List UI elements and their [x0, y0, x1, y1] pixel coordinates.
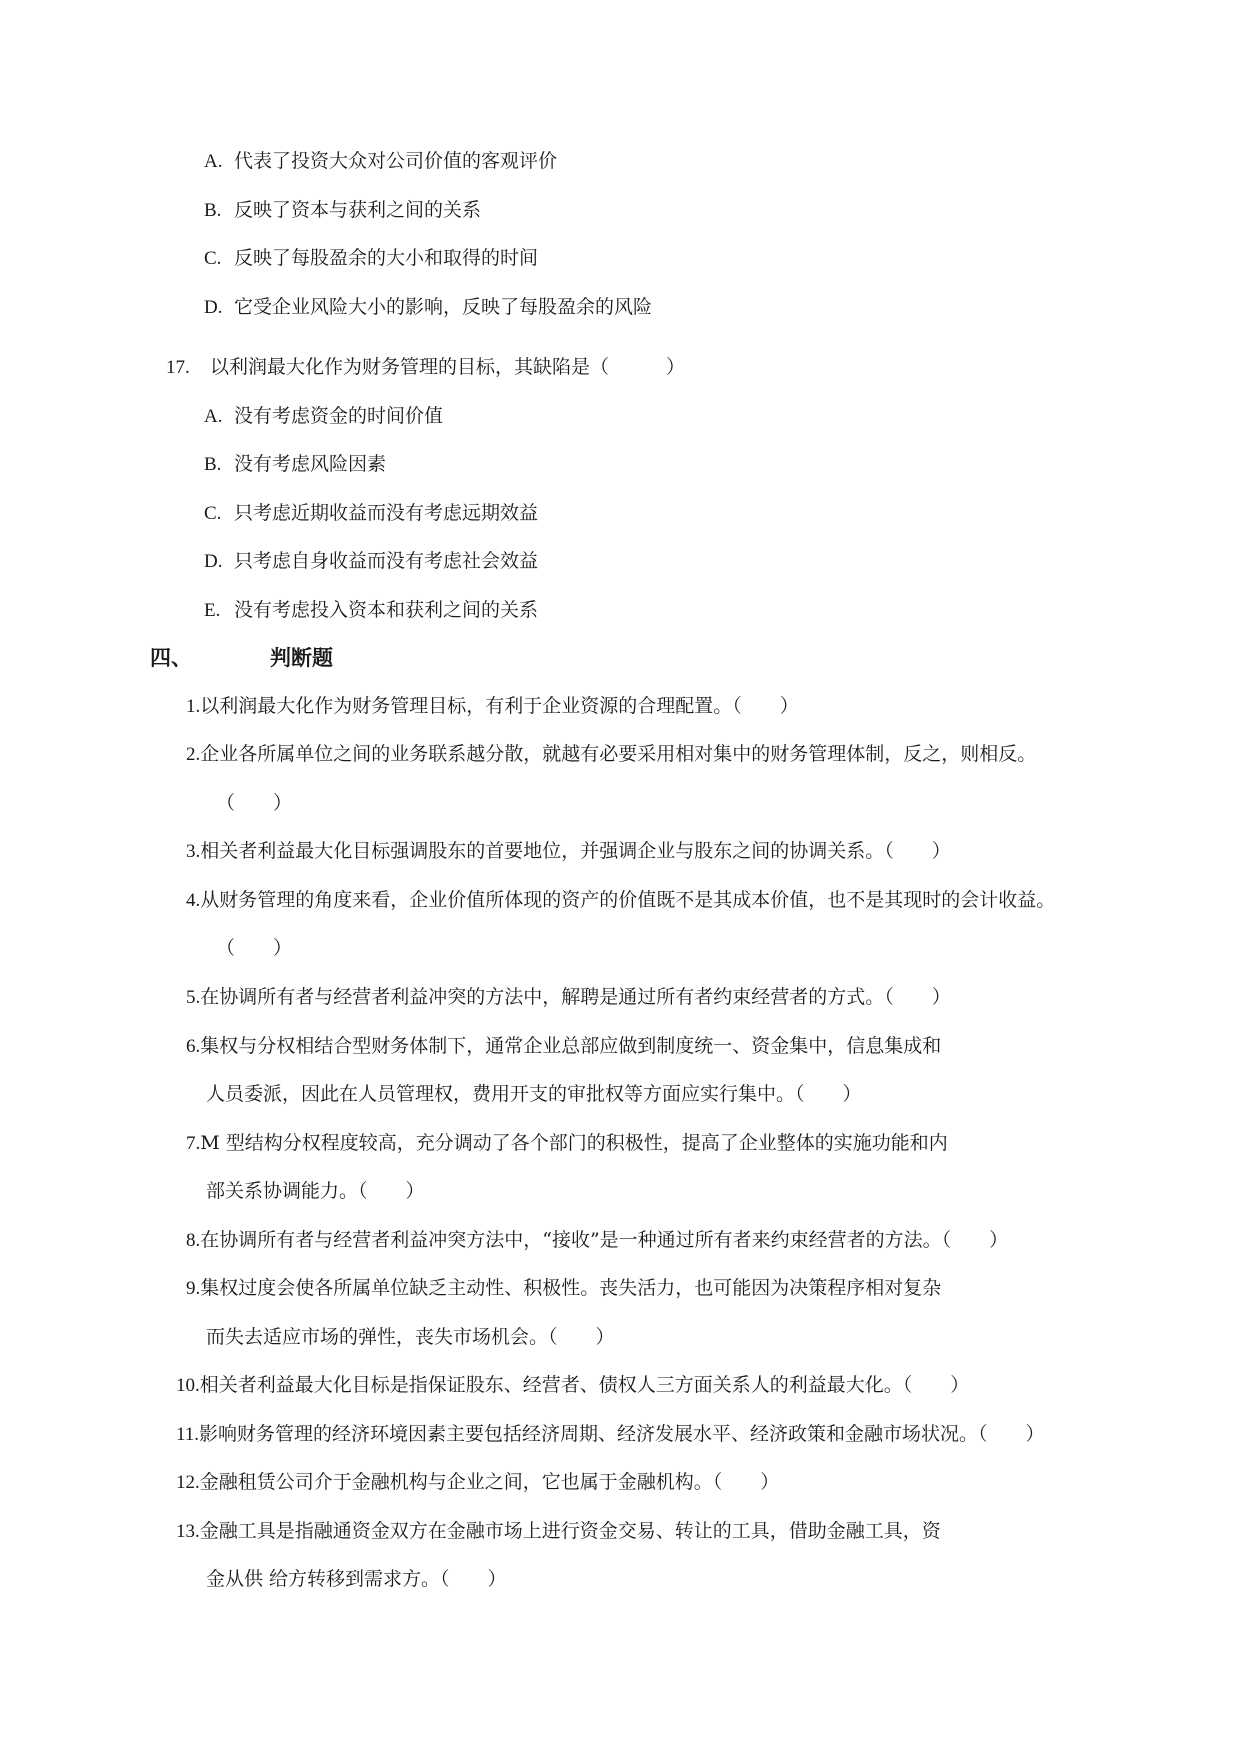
judgment-item-13-cont: [206, 1566, 507, 1592]
judgment-item-2: [186, 741, 1036, 768]
judgment-item-3: [186, 838, 951, 865]
item-text: （ ）: [216, 937, 293, 959]
question-number: 17.: [166, 357, 190, 378]
q17-option-c: [204, 500, 538, 527]
item-text: 企业各所属单位之间的业务联系越分散，就越有必要采用相对集中的财务管理体制，反之，则相反。: [200, 743, 1037, 765]
item-number: 9.: [186, 1278, 201, 1299]
item-number: 13.: [176, 1521, 200, 1542]
item-text: 影响财务管理的经济环境因素主要包括经济周期、经济发展水平、经济政策和金融市场状况。（ ）: [199, 1423, 1045, 1445]
option-text: 它受企业风险大小的影响，反映了每股盈余的风险: [234, 296, 653, 318]
item-number: 2.: [186, 744, 201, 765]
q17-option-a: [204, 403, 443, 430]
item-number: 4.: [186, 890, 201, 911]
option-letter: D.: [204, 297, 223, 318]
item-text: 集权过度会使各所属单位缺乏主动性、积极性。丧失活力，也可能因为决策程序相对复杂: [200, 1277, 942, 1299]
item-text: 在协调所有者与经营者利益冲突方法中，“接收”是一种通过所有者来约束经营者的方法。（ ）: [200, 1229, 1009, 1251]
q16-option-d: [204, 294, 652, 321]
item-text: 人员委派，因此在人员管理权，费用开支的审批权等方面应实行集中。（ ）: [206, 1083, 862, 1105]
q17-option-d: [204, 548, 538, 575]
item-text: 金融租赁公司介于金融机构与企业之间，它也属于金融机构。（ ）: [199, 1471, 780, 1493]
item-number: 11.: [176, 1424, 200, 1445]
item-text: 在协调所有者与经营者利益冲突的方法中，解聘是通过所有者约束经营者的方式。（ ）: [200, 986, 951, 1008]
section-number: 四、: [150, 646, 192, 670]
q17-option-b: [204, 451, 386, 478]
judgment-item-4-cont: [216, 935, 292, 961]
judgment-item-13: [176, 1518, 941, 1545]
item-number: 7.: [186, 1133, 201, 1154]
judgment-item-8: [186, 1227, 1008, 1254]
option-text: 只考虑自身收益而没有考虑社会效益: [234, 550, 539, 572]
item-text: 相关者利益最大化目标强调股东的首要地位，并强调企业与股东之间的协调关系。（ ）: [200, 840, 951, 862]
q17-option-e: [204, 597, 538, 624]
judgment-item-6-cont: [206, 1081, 862, 1107]
option-text: 代表了投资大众对公司价值的客观评价: [234, 150, 558, 172]
q16-option-a: [204, 148, 557, 175]
option-text: 没有考虑资金的时间价值: [234, 405, 444, 427]
option-letter: A.: [204, 406, 223, 427]
item-number: 1.: [186, 696, 201, 717]
item-number: 12.: [176, 1472, 200, 1493]
item-text: 部关系协调能力。（ ）: [206, 1180, 425, 1202]
item-text: 集权与分权相结合型财务体制下，通常企业总部应做到制度统一、资金集中，信息集成和: [200, 1035, 942, 1057]
judgment-item-6: [186, 1033, 941, 1060]
judgment-item-12: [176, 1469, 779, 1496]
judgment-item-7-cont: [206, 1178, 425, 1204]
question-text: 以利润最大化作为财务管理的目标，其缺陷是（ ）: [210, 356, 686, 378]
judgment-item-5: [186, 984, 951, 1011]
option-text: 只考虑近期收益而没有考虑远期效益: [234, 502, 539, 524]
judgment-item-7: [186, 1130, 948, 1157]
option-letter: B.: [204, 200, 222, 221]
judgment-item-10: [176, 1372, 969, 1399]
section-heading: [150, 644, 333, 672]
judgment-item-11: [176, 1421, 1045, 1448]
option-letter: B.: [204, 454, 222, 475]
option-text: 没有考虑风险因素: [234, 453, 387, 475]
option-letter: C.: [204, 248, 222, 269]
item-number: 3.: [186, 841, 201, 862]
item-text: 金从供 给方转移到需求方。（ ）: [206, 1568, 507, 1590]
q16-option-b: [204, 197, 481, 224]
item-text: 相关者利益最大化目标是指保证股东、经营者、债权人三方面关系人的利益最大化。（ ）: [199, 1374, 970, 1396]
option-letter: D.: [204, 551, 223, 572]
option-letter: E.: [204, 600, 221, 621]
option-letter: C.: [204, 503, 222, 524]
item-text: 而失去适应市场的弹性，丧失市场机会。（ ）: [206, 1326, 615, 1348]
judgment-item-9-cont: [206, 1324, 615, 1350]
option-letter: A.: [204, 151, 223, 172]
item-number: 6.: [186, 1036, 201, 1057]
judgment-item-9: [186, 1275, 941, 1302]
item-text: 从财务管理的角度来看，企业价值所体现的资产的价值既不是其成本价值，也不是其现时的会计收益。: [200, 889, 1056, 911]
item-text: M 型结构分权程度较高，充分调动了各个部门的积极性，提高了企业整体的实施功能和内: [200, 1132, 948, 1154]
item-text: （ ）: [216, 792, 293, 814]
item-text: 以利润最大化作为财务管理目标，有利于企业资源的合理配置。（ ）: [200, 695, 799, 717]
judgment-item-1: [186, 693, 799, 720]
item-number: 10.: [176, 1375, 200, 1396]
option-text: 反映了每股盈余的大小和取得的时间: [234, 247, 539, 269]
option-text: 反映了资本与获利之间的关系: [234, 199, 482, 221]
q17-question: [166, 354, 685, 381]
item-text: 金融工具是指融通资金双方在金融市场上进行资金交易、转让的工具，借助金融工具，资: [199, 1520, 941, 1542]
item-number: 5.: [186, 987, 201, 1008]
option-text: 没有考虑投入资本和获利之间的关系: [234, 599, 539, 621]
q16-option-c: [204, 245, 538, 272]
item-number: 8.: [186, 1230, 201, 1251]
judgment-item-2-cont: [216, 790, 292, 816]
judgment-item-4: [186, 887, 1055, 914]
section-title: 判断题: [270, 646, 333, 670]
